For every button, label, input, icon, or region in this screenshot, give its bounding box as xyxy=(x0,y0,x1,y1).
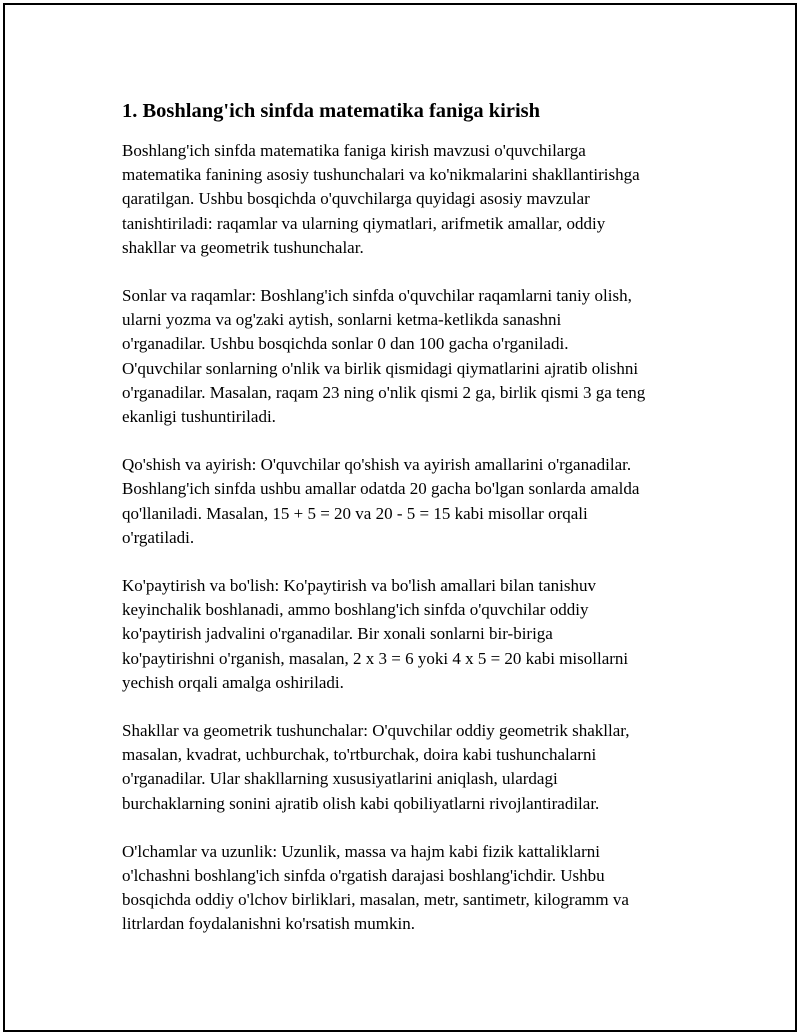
text-line: O'quvchilar sonlarning o'nlik va birlik qismidagi qiymatlarini ajratib olishni xyxy=(122,358,639,378)
paragraph-measurements-length xyxy=(122,840,697,937)
text-line: yechish orqali amalga oshiriladi. xyxy=(122,672,344,692)
text-line: o'rgatiladi. xyxy=(122,527,195,547)
text-line: qaratilgan. Ushbu bosqichda o'quvchilarga quyidagi asosiy mavzular xyxy=(122,189,590,209)
text-line: keyinchalik boshlanadi, ammo boshlang'ich sinfda o'quvchilar oddiy xyxy=(122,600,589,620)
text-line: matematika fanining asosiy tushunchalari va ko'nikmalarini shakllantirishga xyxy=(122,165,640,185)
text-line: ko'paytirishni o'rganish, masalan, 2 x 3 = 6 yoki 4 x 5 = 20 kabi misollarni xyxy=(122,648,629,668)
text-line: Ko'paytirish va bo'lish: Ko'paytirish va bo'lish amallari bilan tanishuv xyxy=(122,576,597,596)
text-line: Qo'shish va ayirish: O'quvchilar qo'shish va ayirish amallarini o'rganadilar. xyxy=(122,455,632,475)
paragraph-addition-subtraction xyxy=(122,453,697,550)
text-line: o'rganadilar. Ushbu bosqichda sonlar 0 dan 100 gacha o'rganiladi. xyxy=(122,334,569,354)
paragraph-numbers-and-digits xyxy=(122,284,697,429)
paragraph-introduction xyxy=(122,139,697,260)
document-title: 1. Boshlang'ich sinfda matematika faniga kirish xyxy=(122,100,541,122)
text-line: ularni yozma va og'zaki aytish, sonlarni ketma-ketlikda sanashni xyxy=(122,310,562,330)
text-line: burchaklarning sonini ajratib olish kabi qobiliyatlarni rivojlantiradilar. xyxy=(122,793,600,813)
text-line: masalan, kvadrat, uchburchak, to'rtburchak, doira kabi tushunchalarni xyxy=(122,745,597,765)
text-line: Sonlar va raqamlar: Boshlang'ich sinfda o'quvchilar raqamlarni taniy olish, xyxy=(122,286,632,306)
text-line: O'lchamlar va uzunlik: Uzunlik, massa va hajm kabi fizik kattaliklarni xyxy=(122,841,600,861)
text-line: bosqichda oddiy o'lchov birliklari, masalan, metr, santimetr, kilogramm va xyxy=(122,890,629,910)
text-line: tanishtiriladi: raqamlar va ularning qiymatlari, arifmetik amallar, oddiy xyxy=(122,213,606,233)
text-line: shakllar va geometrik tushunchalar. xyxy=(122,237,364,257)
text-line: ekanligi tushuntiriladi. xyxy=(122,407,276,427)
text-line: Shakllar va geometrik tushunchalar: O'quvchilar oddiy geometrik shakllar, xyxy=(122,721,630,741)
paragraph-multiplication-division xyxy=(122,574,697,695)
text-line: o'rganadilar. Ular shakllarning xususiyatlarini aniqlash, ulardagi xyxy=(122,769,558,789)
text-line: qo'llaniladi. Masalan, 15 + 5 = 20 va 20 - 5 = 15 kabi misollar orqali xyxy=(122,503,588,523)
text-line: o'rganadilar. Masalan, raqam 23 ning o'nlik qismi 2 ga, birlik qismi 3 ga teng xyxy=(122,382,646,402)
text-line: ko'paytirish jadvalini o'rganadilar. Bir xonali sonlarni bir-biriga xyxy=(122,624,553,644)
text-line: litrlardan foydalanishni ko'rsatish mumkin. xyxy=(122,914,415,934)
text-line: Boshlang'ich sinfda ushbu amallar odatda 20 gacha bo'lgan sonlarda amalda xyxy=(122,479,640,499)
document-body xyxy=(122,97,697,961)
paragraph-shapes-geometry xyxy=(122,719,697,816)
page-frame xyxy=(3,3,797,1032)
text-line: o'lchashni boshlang'ich sinfda o'rgatish darajasi boshlang'ichdir. Ushbu xyxy=(122,866,605,886)
text-line: Boshlang'ich sinfda matematika faniga kirish mavzusi o'quvchilarga xyxy=(122,141,586,160)
